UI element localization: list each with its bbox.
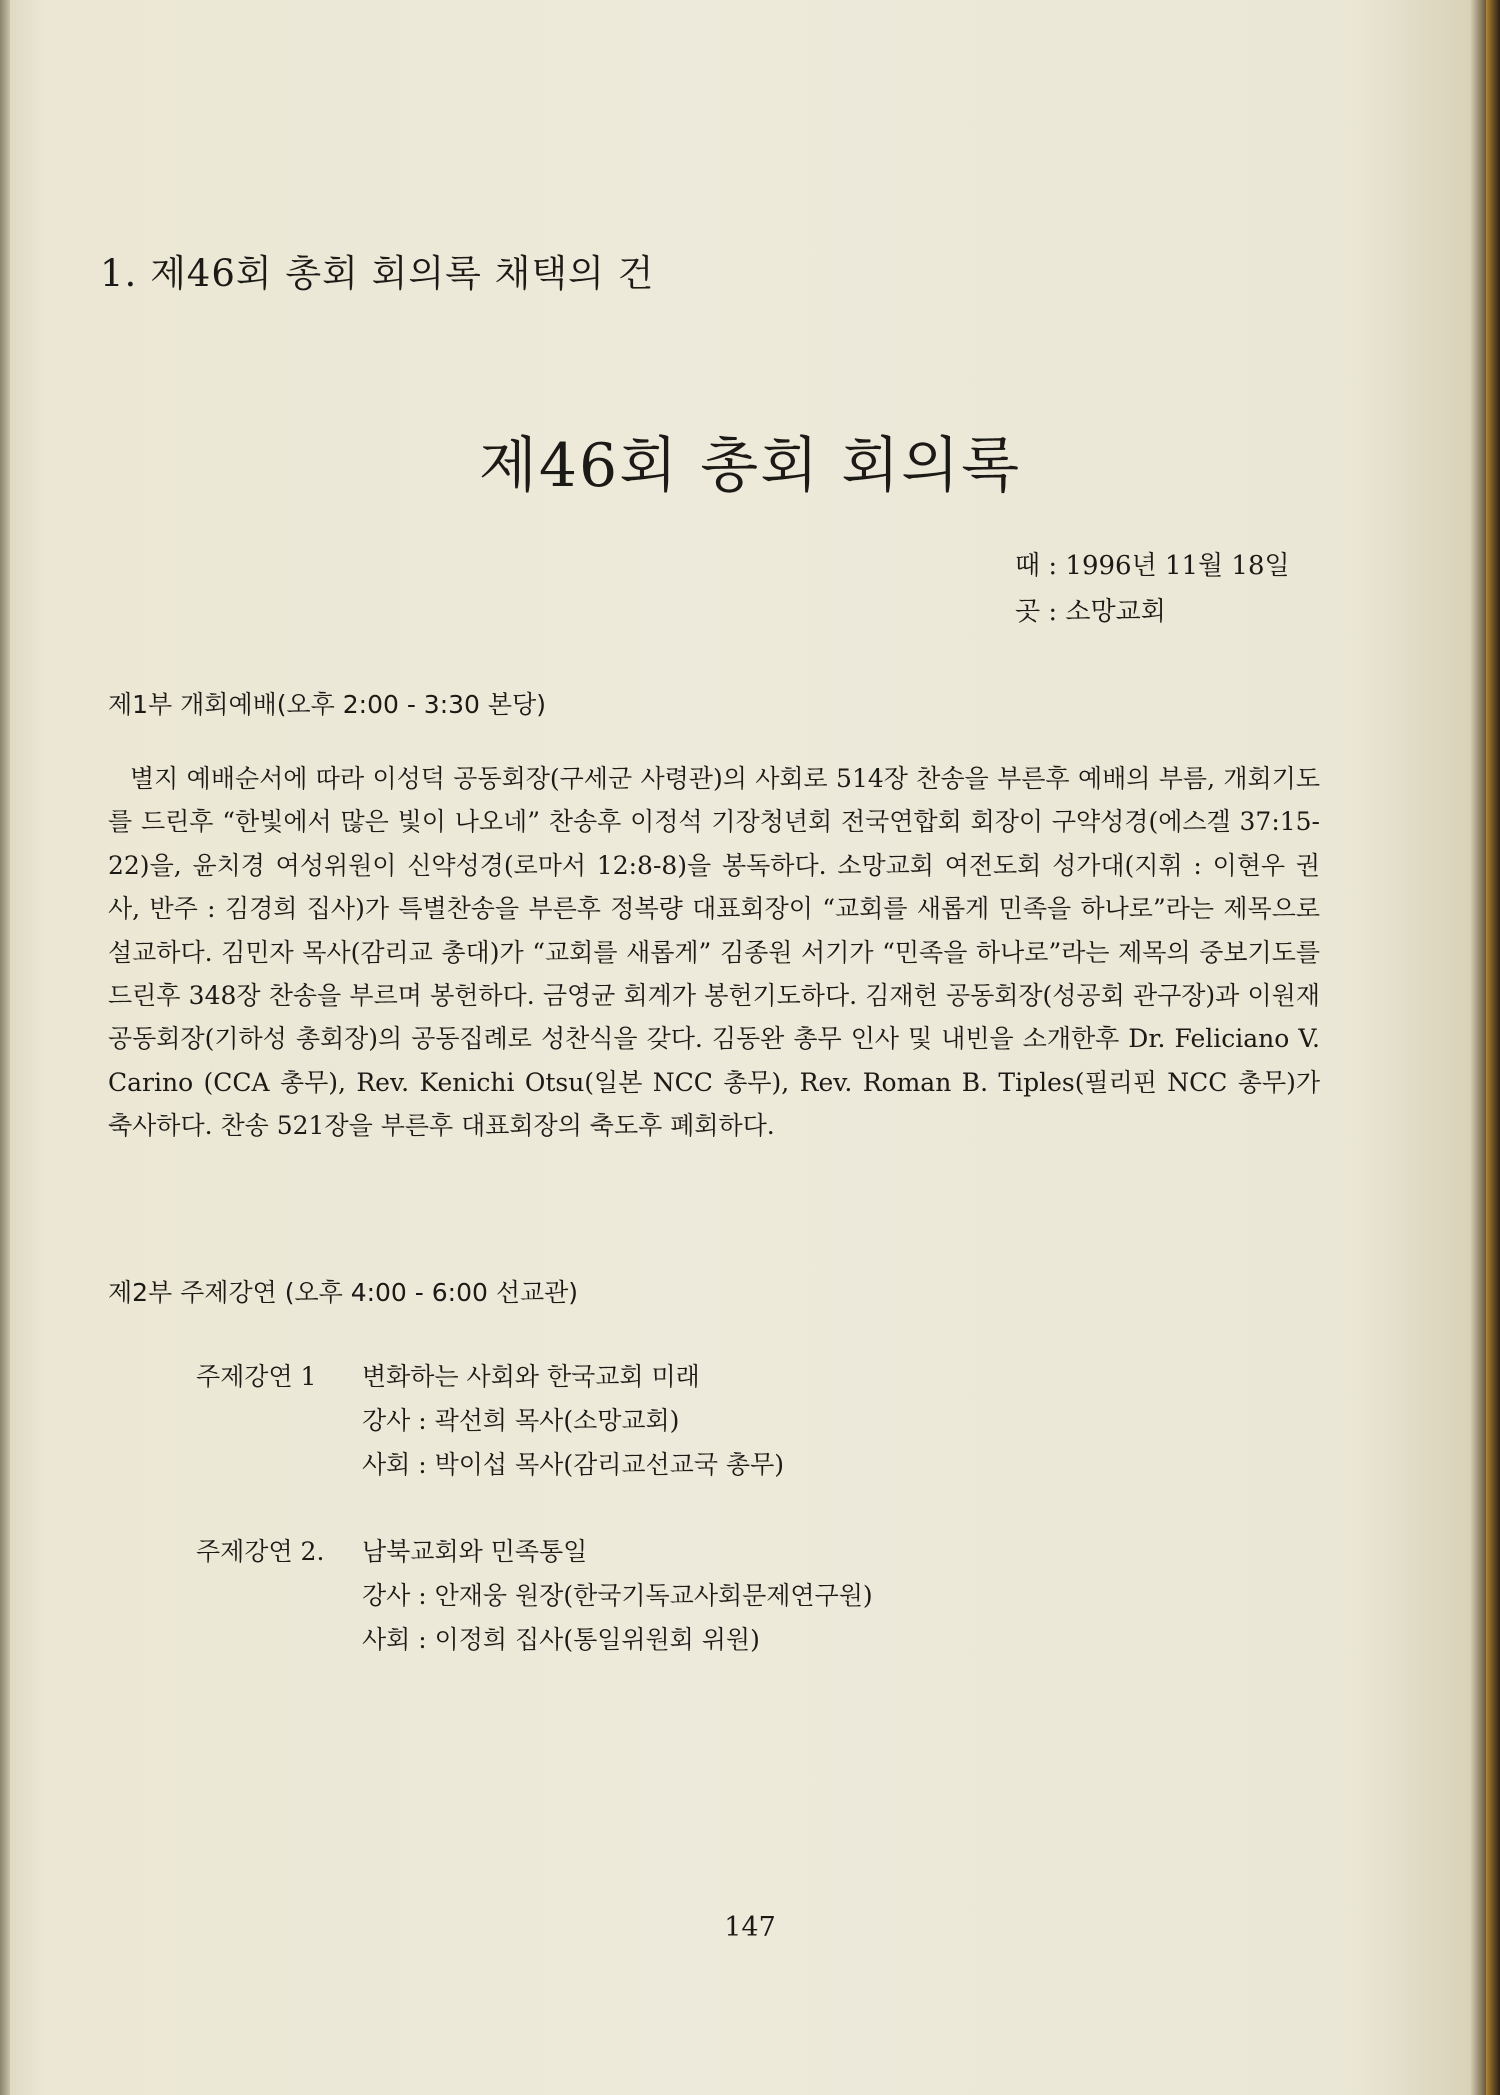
lecture-1-label: 주제강연 1 bbox=[196, 1362, 317, 1391]
part1-heading: 제1부 개회예배(오후 2:00 - 3:30 본당) bbox=[108, 690, 546, 719]
page-number: 147 bbox=[724, 1912, 776, 1943]
page-left-edge bbox=[0, 0, 10, 2095]
part1-body-paragraph: 별지 예배순서에 따라 이성덕 공동회장(구세군 사령관)의 사회로 514장 찬송을 부른후 예배의 부름, 개회기도를 드린후 “한빛에서 많은 빛이 나오네” 찬송후 이정석 기장청년회 전국연합회 회장이 구약성경(에스겔 37:15-22)을, 윤치경 여성위원이 신약성경(로마서 12:8-8)을 봉독하다. 소망교회 여전도회 성가대(지휘 : 이현우 권사, 반주 : 김경희 집사)가 특별찬송을 부른후 정복량 대표회장이 “교회를 새롭게 민족을 하나로”라는 제목으로 설교하다. 김민자 목사(감리교 총대)가 “교회를 새롭게” 김종원 서기가 “민족을 하나로”라는 제목의 중보기도를 드린후 348장 찬송을 부르며 봉헌하다. 금영균 회계가 봉헌기도하다. 김재헌 공동회장(성공회 관구장)과 이원재 공동회장(기하성 총회장)의 공동집례로 성찬식을 갖다. 김동완 총무 인사 및 내빈을 소개한후 Dr. Feliciano V. Carino (CCA 총무), Rev. Kenichi Otsu(일본 NCC 총무), Rev. Roman B. Tiples(필리핀 NCC 총무)가 축사하다. 찬송 521장을 부른후 대표회장의 축도후 폐회하다. bbox=[108, 764, 1320, 1141]
lecture-2-speaker: 강사 : 안재웅 원장(한국기독교사회문제연구원) bbox=[362, 1581, 873, 1610]
lecture-2-label: 주제강연 2. bbox=[196, 1537, 325, 1566]
document-title: 제46회 총회 회의록 bbox=[478, 431, 1022, 501]
meeting-date: 때 : 1996년 11월 18일 bbox=[1015, 551, 1290, 581]
lecture-2-moderator: 사회 : 이정희 집사(통일위원회 위원) bbox=[362, 1625, 760, 1654]
book-binding-edge bbox=[1486, 0, 1500, 2095]
lecture-1-title: 변화하는 사회와 한국교회 미래 bbox=[362, 1362, 700, 1391]
meeting-place: 곳 : 소망교회 bbox=[1015, 597, 1166, 627]
part2-heading: 제2부 주제강연 (오후 4:00 - 6:00 선교관) bbox=[108, 1278, 579, 1307]
section-heading: 1. 제46회 총회 회의록 채택의 건 bbox=[100, 252, 655, 295]
meeting-info bbox=[1015, 543, 1290, 635]
lecture-2-title: 남북교회와 민족통일 bbox=[362, 1537, 588, 1566]
lecture-1-moderator: 사회 : 박이섭 목사(감리교선교국 총무) bbox=[362, 1450, 784, 1479]
lecture-1-speaker: 강사 : 곽선희 목사(소망교회) bbox=[362, 1406, 680, 1435]
